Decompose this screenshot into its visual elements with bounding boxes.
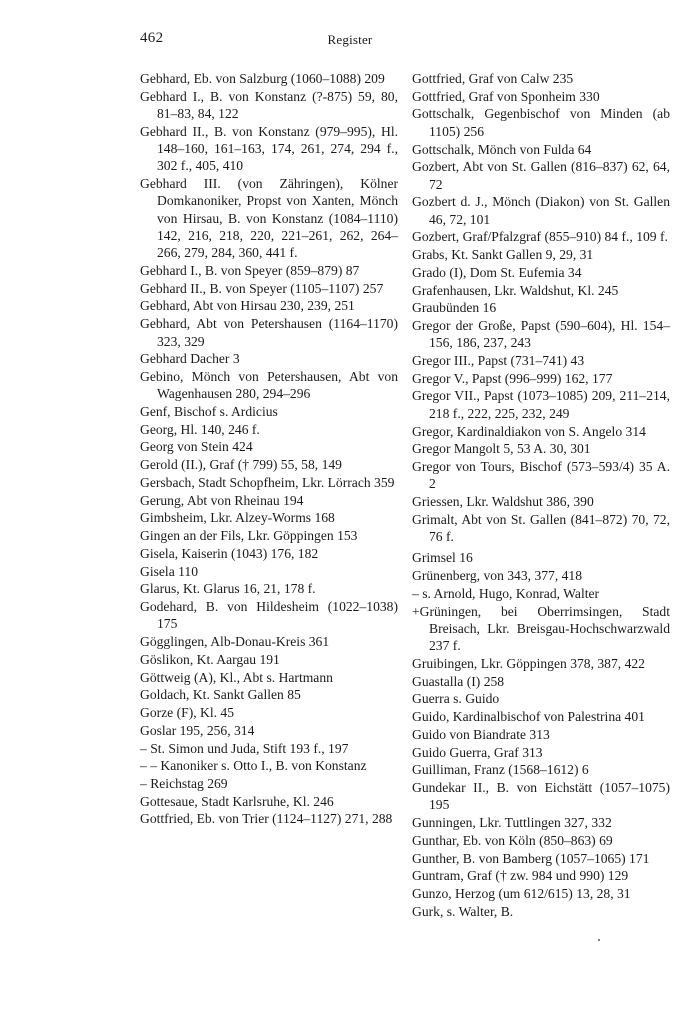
index-entry: Gozbert, Graf/Pfalzgraf (855–910) 84 f., 109 f. bbox=[412, 229, 668, 245]
index-entry: Gersbach, Stadt Schopfheim, Lkr. Lörrach 359 bbox=[140, 474, 395, 490]
index-entry: Göttweig (A), Kl., Abt s. Hartmann bbox=[140, 669, 333, 685]
index-entry: Gunther, B. von Bamberg (1057–1065) 171 bbox=[412, 850, 650, 866]
index-entry: – Reichstag 269 bbox=[140, 776, 228, 791]
index-entry: Gottschalk, Mönch von Fulda 64 bbox=[412, 141, 592, 157]
index-entry: Gebhard, Eb. von Salzburg (1060–1088) 209 bbox=[140, 71, 385, 86]
index-entry: Gurk, s. Walter, B. bbox=[412, 903, 514, 919]
index-entry: Georg von Stein 424 bbox=[140, 439, 253, 455]
running-head: Register bbox=[327, 32, 373, 47]
index-column-left bbox=[140, 70, 398, 828]
index-entry: Graubünden 16 bbox=[412, 300, 497, 316]
index-entry: Gebhard Dacher 3 bbox=[140, 351, 240, 367]
index-entry: Gozbert, Abt von St. Gallen (816–837) 62, 64, 72 bbox=[412, 159, 670, 192]
index-entry: Gruibingen, Lkr. Göppingen 378, 387, 422 bbox=[412, 655, 645, 671]
index-entry: Goldach, Kt. Sankt Gallen 85 bbox=[140, 687, 301, 703]
index-entry: Grafenhausen, Lkr. Waldshut, Kl. 245 bbox=[412, 282, 619, 298]
index-entry: Grimalt, Abt von St. Gallen (841–872) 70, 72, 76 f. bbox=[412, 511, 670, 545]
index-entry: Gottesaue, Stadt Karlsruhe, Kl. 246 bbox=[140, 793, 334, 809]
index-entry: Guilliman, Franz (1568–1612) 6 bbox=[412, 762, 589, 778]
index-entry: Glarus, Kt. Glarus 16, 21, 178 f. bbox=[140, 581, 316, 597]
page-number: 462 bbox=[140, 30, 164, 46]
index-entry: Gimbsheim, Lkr. Alzey-Worms 168 bbox=[140, 510, 335, 526]
index-entry: Georg, Hl. 140, 246 f. bbox=[140, 421, 260, 437]
index-entry: Gingen an der Fils, Lkr. Göppingen 153 bbox=[140, 528, 358, 544]
index-entry: Gottfried, Graf von Calw 235 bbox=[412, 71, 574, 86]
index-entry: Gregor der Große, Papst (590–604), Hl. 154–156, 186, 237, 243 bbox=[412, 317, 670, 351]
index-entry: Gregor VII., Papst (1073–1085) 209, 211–214, 218 f., 222, 225, 232, 249 bbox=[412, 388, 670, 421]
index-entry: Gebhard I., B. von Konstanz (?-875) 59, 80, 81–83, 84, 122 bbox=[140, 88, 398, 122]
index-entry: Guido Guerra, Graf 313 bbox=[412, 744, 543, 760]
index-entry: Gunningen, Lkr. Tuttlingen 327, 332 bbox=[412, 815, 612, 831]
index-entry: Guido, Kardinalbischof von Palestrina 401 bbox=[412, 709, 645, 725]
index-entry: Gebhard III. (von Zähringen), Kölner Domkanoniker, Propst von Xanten, Mönch von Hirsau, B. von Konstanz (1084–1110) 142, 216, 218, 220, 221–261, 262, 264–266, 279, 284, 360, 441 f. bbox=[140, 176, 398, 261]
index-entry: Gregor von Tours, Bischof (573–593/4) 35 A. 2 bbox=[412, 458, 670, 492]
index-entry: Gorze (F), Kl. 45 bbox=[140, 705, 235, 721]
index-entry: Grünenberg, von 343, 377, 418 bbox=[412, 568, 583, 584]
index-entry: Guastalla (I) 258 bbox=[412, 673, 505, 689]
index-entry: Grabs, Kt. Sankt Gallen 9, 29, 31 bbox=[412, 247, 594, 263]
index-entry: Guntram, Graf († zw. 984 und 990) 129 bbox=[412, 868, 629, 884]
index-entry: Guido von Biandrate 313 bbox=[412, 726, 550, 742]
index-entry: Griessen, Lkr. Waldshut 386, 390 bbox=[412, 494, 594, 509]
index-entry: Gottfried, Graf von Sponheim 330 bbox=[412, 88, 600, 104]
index-entry: Gregor III., Papst (731–741) 43 bbox=[412, 353, 585, 368]
index-entry: Grado (I), Dom St. Eufemia 34 bbox=[412, 264, 582, 280]
index-entry: – s. Arnold, Hugo, Konrad, Walter bbox=[412, 585, 600, 601]
index-entry: Gottfried, Eb. von Trier (1124–1127) 271, 288 bbox=[140, 811, 393, 827]
print-speck bbox=[598, 939, 600, 941]
index-entry: – St. Simon und Juda, Stift 193 f., 197 bbox=[140, 740, 349, 756]
index-entry: Gebhard II., B. von Konstanz (979–995), Hl. 148–160, 161–163, 174, 261, 274, 294 f., 302 f., 405, 410 bbox=[140, 123, 398, 174]
index-entry: Guerra s. Guido bbox=[412, 691, 500, 707]
index-entry: Gunzo, Herzog (um 612/615) 13, 28, 31 bbox=[412, 885, 631, 901]
index-entry: Gozbert d. J., Mönch (Diakon) von St. Gallen 46, 72, 101 bbox=[412, 194, 670, 227]
index-entry: Godehard, B. von Hildesheim (1022–1038) 175 bbox=[140, 599, 398, 632]
index-entry: Genf, Bischof s. Ardicius bbox=[140, 404, 278, 420]
index-entry: Gerold (II.), Graf († 799) 55, 58, 149 bbox=[140, 457, 342, 473]
index-entry: Gebhard, Abt von Petershausen (1164–1170) 323, 329 bbox=[140, 316, 398, 349]
index-entry: Gebhard I., B. von Speyer (859–879) 87 bbox=[140, 263, 360, 279]
index-entry: Gregor Mangolt 5, 53 A. 30, 301 bbox=[412, 441, 591, 457]
index-entry: Gögglingen, Alb-Donau-Kreis 361 bbox=[140, 634, 330, 650]
index-entry: Grimsel 16 bbox=[412, 550, 473, 566]
index-column-right bbox=[412, 70, 670, 920]
index-entry: – – Kanoniker s. Otto I., B. von Konstanz bbox=[140, 758, 367, 774]
index-entry: Gunthar, Eb. von Köln (850–863) 69 bbox=[412, 832, 613, 848]
index-entry: Gebino, Mönch von Petershausen, Abt von Wagenhausen 280, 294–296 bbox=[140, 368, 398, 402]
index-entry: Gundekar II., B. von Eichstätt (1057–1075) 195 bbox=[412, 780, 670, 813]
index-entry: Gottschalk, Gegenbischof von Minden (ab 1105) 256 bbox=[412, 106, 670, 139]
index-entry: Gerung, Abt von Rheinau 194 bbox=[140, 492, 304, 508]
index-entry: Goslar 195, 256, 314 bbox=[140, 722, 255, 738]
index-entry: Gregor, Kardinaldiakon von S. Angelo 314 bbox=[412, 423, 646, 439]
index-entry: Gebhard II., B. von Speyer (1105–1107) 257 bbox=[140, 280, 384, 296]
index-entry: Gisela 110 bbox=[140, 563, 199, 579]
index-entry: Gebhard, Abt von Hirsau 230, 239, 251 bbox=[140, 298, 355, 314]
index-entry: Göslikon, Kt. Aargau 191 bbox=[140, 651, 280, 667]
index-entry: Gregor V., Papst (996–999) 162, 177 bbox=[412, 370, 613, 386]
index-entry: Gisela, Kaiserin (1043) 176, 182 bbox=[140, 545, 319, 561]
index-entry: +Grüningen, bei Oberrimsingen, Stadt Breisach, Lkr. Breisgau-Hochschwarzwald 237 f. bbox=[412, 603, 670, 654]
